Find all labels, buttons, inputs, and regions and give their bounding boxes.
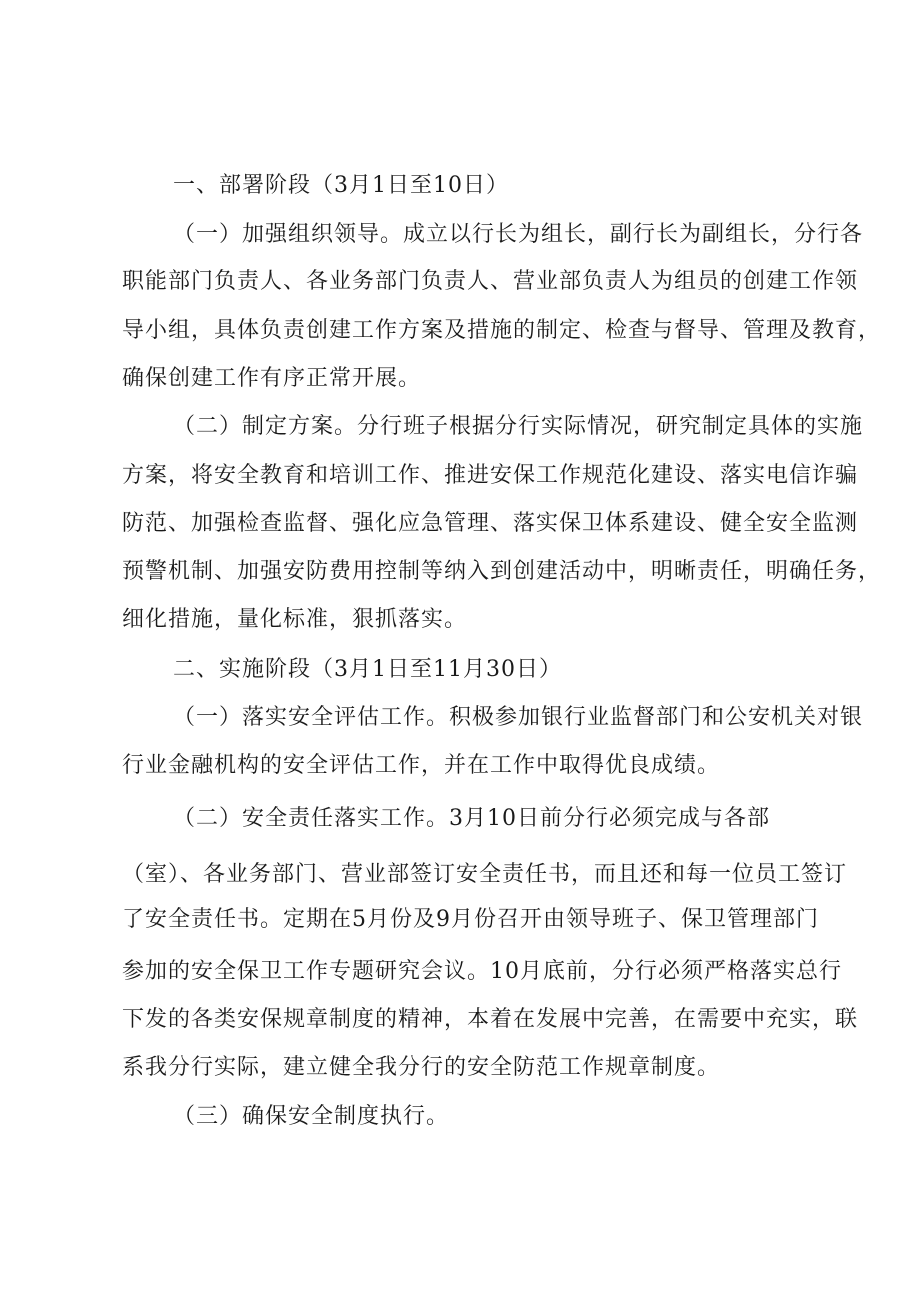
paragraph-line: （一）落实安全评估工作。积极参加银行业监督部门和公安机关对银 — [173, 705, 864, 730]
paragraph-line: （二）制定方案。分行班子根据分行实际情况，研究制定具体的实施 — [173, 414, 864, 439]
paragraph-line: （二）安全责任落实工作。3月10日前分行必须完成与各部 — [173, 806, 770, 831]
paragraph-line: 防范、加强检查监督、强化应急管理、落实保卫体系建设、健全安全监测 — [122, 511, 859, 536]
section-heading-deployment: 一、部署阶段（3月1日至10日） — [173, 173, 509, 198]
paragraph-line: 行业金融机构的安全评估工作，并在工作中取得优良成绩。 — [122, 753, 721, 778]
paragraph-line: （一）加强组织领导。成立以行长为组长，副行长为副组长，分行各 — [173, 222, 864, 247]
paragraph-line: （三）确保安全制度执行。 — [173, 1104, 450, 1129]
paragraph-line: 导小组，具体负责创建工作方案及措施的制定、检查与督导、管理及教育， — [122, 318, 882, 343]
paragraph-line: 下发的各类安保规章制度的精神，本着在发展中完善，在需要中充实，联 — [122, 1007, 859, 1032]
paragraph-line: 细化措施，量化标准，狠抓落实。 — [122, 607, 468, 632]
paragraph-line: 确保创建工作有序正常开展。 — [122, 366, 422, 391]
paragraph-line: 预警机制、加强安防费用控制等纳入到创建活动中，明晰责任，明确任务， — [122, 559, 882, 584]
paragraph-line: 参加的安全保卫工作专题研究会议。10月底前，分行必须严格落实总行 — [122, 959, 842, 984]
paragraph-line: 职能部门负责人、各业务部门负责人、营业部负责人为组员的创建工作领 — [122, 269, 859, 294]
paragraph-line: 方案，将安全教育和培训工作、推进安保工作规范化建设、落实电信诈骗 — [122, 463, 859, 488]
paragraph-line: （室）、各业务部门、营业部签订安全责任书，而且还和每一位员工签订 — [122, 862, 848, 887]
paragraph-line: 了安全责任书。定期在5月份及9月份召开由领导班子、保卫管理部门 — [122, 907, 819, 932]
section-heading-implementation: 二、实施阶段（3月1日至11月30日） — [173, 657, 562, 682]
paragraph-line: 系我分行实际，建立健全我分行的安全防范工作规章制度。 — [122, 1055, 721, 1080]
